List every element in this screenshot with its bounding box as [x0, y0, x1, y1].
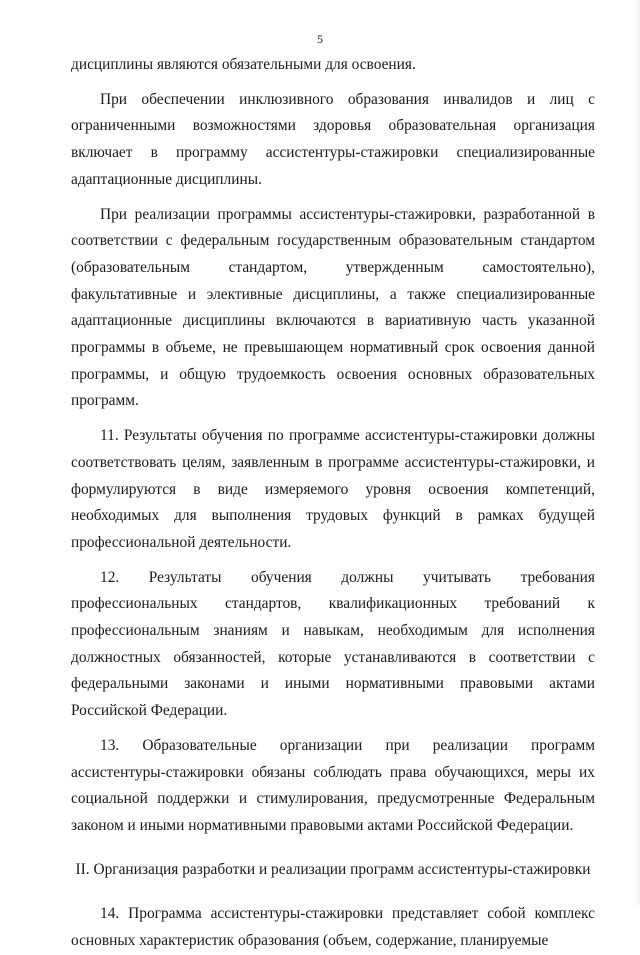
section-heading: II. Организация разработки и реализации программ ассистентуры-стажировки: [75, 860, 591, 878]
paragraph-item-12: 12. Результаты обучения должны учитывать требования профессиональных стандартов, квалификационных требований к профессиональным знаниям и навыкам, необходимым для исполнения должностных обязанностей, которые устанавливаются в соответствии с федеральными законами и иными нормативными правовыми актами Российской Федерации.: [71, 568, 595, 720]
paragraph-program-implementation: При реализации программы ассистентуры-стажировки, разработанной в соответствии с федеральным государственным образовательным стандартом (образовательным стандартом, утвержденным самостоятельно), факультативные и элективные дисциплины, а также специализированные адаптационные дисциплины включаются в вариативную часть указанной программы в объеме, не превышающем нормативный срок освоения данной программы, и общую трудоемкость освоения основных образовательных программ.: [71, 205, 595, 410]
paragraph-item-14: 14. Программа ассистентуры-стажировки представляет собой комплекс основных характеристик образования (объем, содержание, планируемые: [71, 905, 595, 950]
scan-edge-shadow: [634, 0, 640, 905]
document-body: [71, 52, 595, 955]
paragraph-continuation: дисциплины являются обязательными для освоения.: [71, 56, 416, 73]
paragraph-item-11: 11. Результаты обучения по программе ассистентуры-стажировки должны соответствовать целям, заявленным в программе ассистентуры-стажировки, и формулируются в виде измеряемого уровня освоения компетенций, необходимых для выполнения трудовых функций в рамках будущей профессиональной деятельности.: [71, 427, 595, 551]
paragraph-item-13: 13. Образовательные организации при реализации программ ассистентуры-стажировки обязаны соблюдать права обучающихся, меры их социальной поддержки и стимулирования, предусмотренные Федеральным законом и иными нормативными правовыми актами Российской Федерации.: [71, 736, 595, 834]
paragraph-inclusive-education: При обеспечении инклюзивного образования инвалидов и лиц с ограниченными возможностями здоровья образовательная организация включает в программу ассистентуры-стажировки специализированные адаптационные дисциплины.: [71, 90, 595, 188]
page-number: 5: [317, 32, 323, 46]
